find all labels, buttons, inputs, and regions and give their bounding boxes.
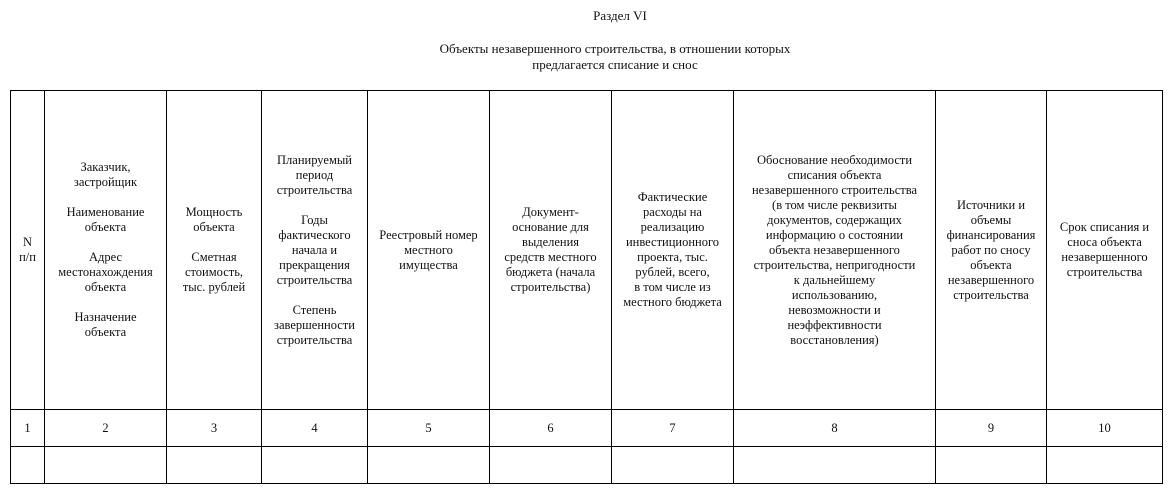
header-text-line: строительства (953, 287, 1029, 302)
empty-cell-2 (45, 447, 167, 484)
header-text-line: период (295, 167, 334, 182)
column-number-6: 6 (490, 410, 612, 447)
header-cell-9 (936, 91, 1047, 410)
header-text-line: восстановления) (790, 332, 879, 347)
header-text-line: N (22, 235, 33, 249)
header-text-line: сноса объекта (1067, 235, 1142, 249)
column-number-row (11, 410, 1163, 447)
empty-cell-7 (612, 447, 734, 484)
objects-table (10, 90, 1163, 484)
header-text-line: тыс. рублей (182, 280, 246, 294)
header-text-line: неэффективности (787, 317, 882, 332)
table-title (0, 41, 1170, 73)
header-text-line: (в том числе реквизиты (772, 197, 897, 212)
header-text-line: начала и (291, 242, 338, 257)
header-gap (265, 198, 364, 213)
header-text-line: завершенности (274, 317, 355, 332)
header-cell-2 (45, 91, 167, 410)
header-text-line: Срок списания и (1059, 220, 1150, 234)
header-text-line: Степень (292, 302, 337, 317)
header-gap (48, 190, 163, 205)
header-text-line: п/п (19, 250, 36, 264)
empty-cell-8 (734, 447, 936, 484)
empty-cell-1 (11, 447, 45, 484)
header-text-line: объекта (970, 257, 1012, 272)
empty-cell-5 (368, 447, 490, 484)
header-text-line: Реестровый номер (379, 227, 478, 242)
column-number-9: 9 (936, 410, 1047, 447)
header-text-line: имущества (399, 257, 458, 272)
header-text-line: объемы (970, 212, 1012, 227)
header-text-line: фактического (278, 227, 351, 242)
header-text-line: объекта незавершенного (769, 242, 900, 257)
header-cell-4 (262, 91, 368, 410)
header-text-line: строительства) (510, 280, 591, 294)
header-text-line: незавершенного строительства (751, 182, 918, 197)
column-number-7: 7 (612, 410, 734, 447)
header-cell-7 (612, 91, 734, 410)
header-text-line: Планируемый (277, 152, 352, 167)
header-text-line: Наименование (66, 205, 145, 219)
header-text-line: прекращения (279, 257, 350, 272)
column-number-3: 3 (167, 410, 262, 447)
header-text-line: информацию о состоянии (765, 227, 904, 242)
column-number-5: 5 (368, 410, 490, 447)
header-text-line: Источники и (956, 197, 1026, 212)
empty-cell-6 (490, 447, 612, 484)
header-text-line: в том числе из (634, 280, 711, 294)
table-title-line-2: предлагается списание и снос (532, 57, 698, 72)
header-text-line: инвестиционного (625, 235, 720, 249)
header-cell-6 (490, 91, 612, 410)
header-text-line: Адрес (88, 250, 123, 264)
header-text-line: стоимость, (184, 265, 244, 279)
header-text-line: местного (404, 242, 453, 257)
column-number-2: 2 (45, 410, 167, 447)
header-text-line: Заказчик, (80, 160, 131, 174)
header-cell-10 (1047, 91, 1163, 410)
header-text-line: проекта, тыс. (637, 250, 708, 264)
header-text-line: объекта (84, 220, 127, 234)
header-gap (265, 288, 364, 303)
header-text-line: строительства (276, 182, 353, 197)
header-text-line: расходы на (643, 205, 702, 219)
empty-cell-4 (262, 447, 368, 484)
header-text-line: незавершенного (1061, 250, 1148, 264)
empty-cell-3 (167, 447, 262, 484)
header-gap (48, 235, 163, 250)
header-text-line: Назначение (74, 310, 137, 324)
header-text-line: средств местного (504, 250, 597, 264)
header-text-line: выделения (521, 235, 580, 249)
header-cell-1 (11, 91, 45, 410)
header-text-line: финансирования (946, 227, 1036, 242)
header-text-line: списания объекта (787, 167, 882, 182)
empty-data-row (11, 447, 1163, 484)
header-text-line: объекта (84, 325, 127, 339)
header-text-line: объекта (84, 280, 127, 294)
header-text-line: Фактические (637, 190, 708, 204)
header-text-line: Годы (301, 212, 328, 227)
header-row (11, 91, 1163, 410)
header-text-line: незавершенного (947, 272, 1035, 287)
column-number-10: 10 (1047, 410, 1163, 447)
header-cell-5 (368, 91, 490, 410)
empty-cell-10 (1047, 447, 1163, 484)
header-text-line: использованию, (791, 287, 878, 302)
column-number-8: 8 (734, 410, 936, 447)
header-text-line: невозможности и (788, 302, 881, 317)
header-text-line: Мощность (185, 205, 243, 219)
header-cell-8 (734, 91, 936, 410)
section-label: Раздел VI (593, 8, 647, 23)
header-text-line: рублей, всего, (635, 265, 710, 279)
column-number-4: 4 (262, 410, 368, 447)
header-text-line: строительства, непригодности (753, 257, 916, 272)
header-text-line: реализацию (640, 220, 705, 234)
header-cell-3 (167, 91, 262, 410)
header-text-line: документов, содержащих (767, 212, 902, 227)
header-text-line: строительства (276, 332, 353, 347)
header-text-line: строительства (276, 272, 353, 287)
header-text-line: Обоснование необходимости (756, 152, 913, 167)
header-text-line: Сметная (191, 250, 237, 264)
header-text-line: застройщик (73, 175, 138, 189)
table-title-line-1: Объекты незавершенного строительства, в отношении которых (439, 41, 791, 56)
header-text-line: основание для (512, 220, 589, 234)
header-text-line: Документ- (522, 205, 579, 219)
header-text-line: бюджета (начала (505, 265, 596, 279)
header-text-line: к дальнейшему (793, 272, 876, 287)
column-number-1: 1 (11, 410, 45, 447)
header-gap (48, 295, 163, 310)
header-text-line: местного бюджета (623, 295, 722, 309)
empty-cell-9 (936, 447, 1047, 484)
header-gap (170, 235, 258, 250)
header-text-line: работ по сносу (951, 242, 1031, 257)
header-text-line: объекта (193, 220, 235, 234)
header-text-line: местонахождения (58, 265, 153, 279)
header-text-line: строительства (1066, 265, 1143, 279)
